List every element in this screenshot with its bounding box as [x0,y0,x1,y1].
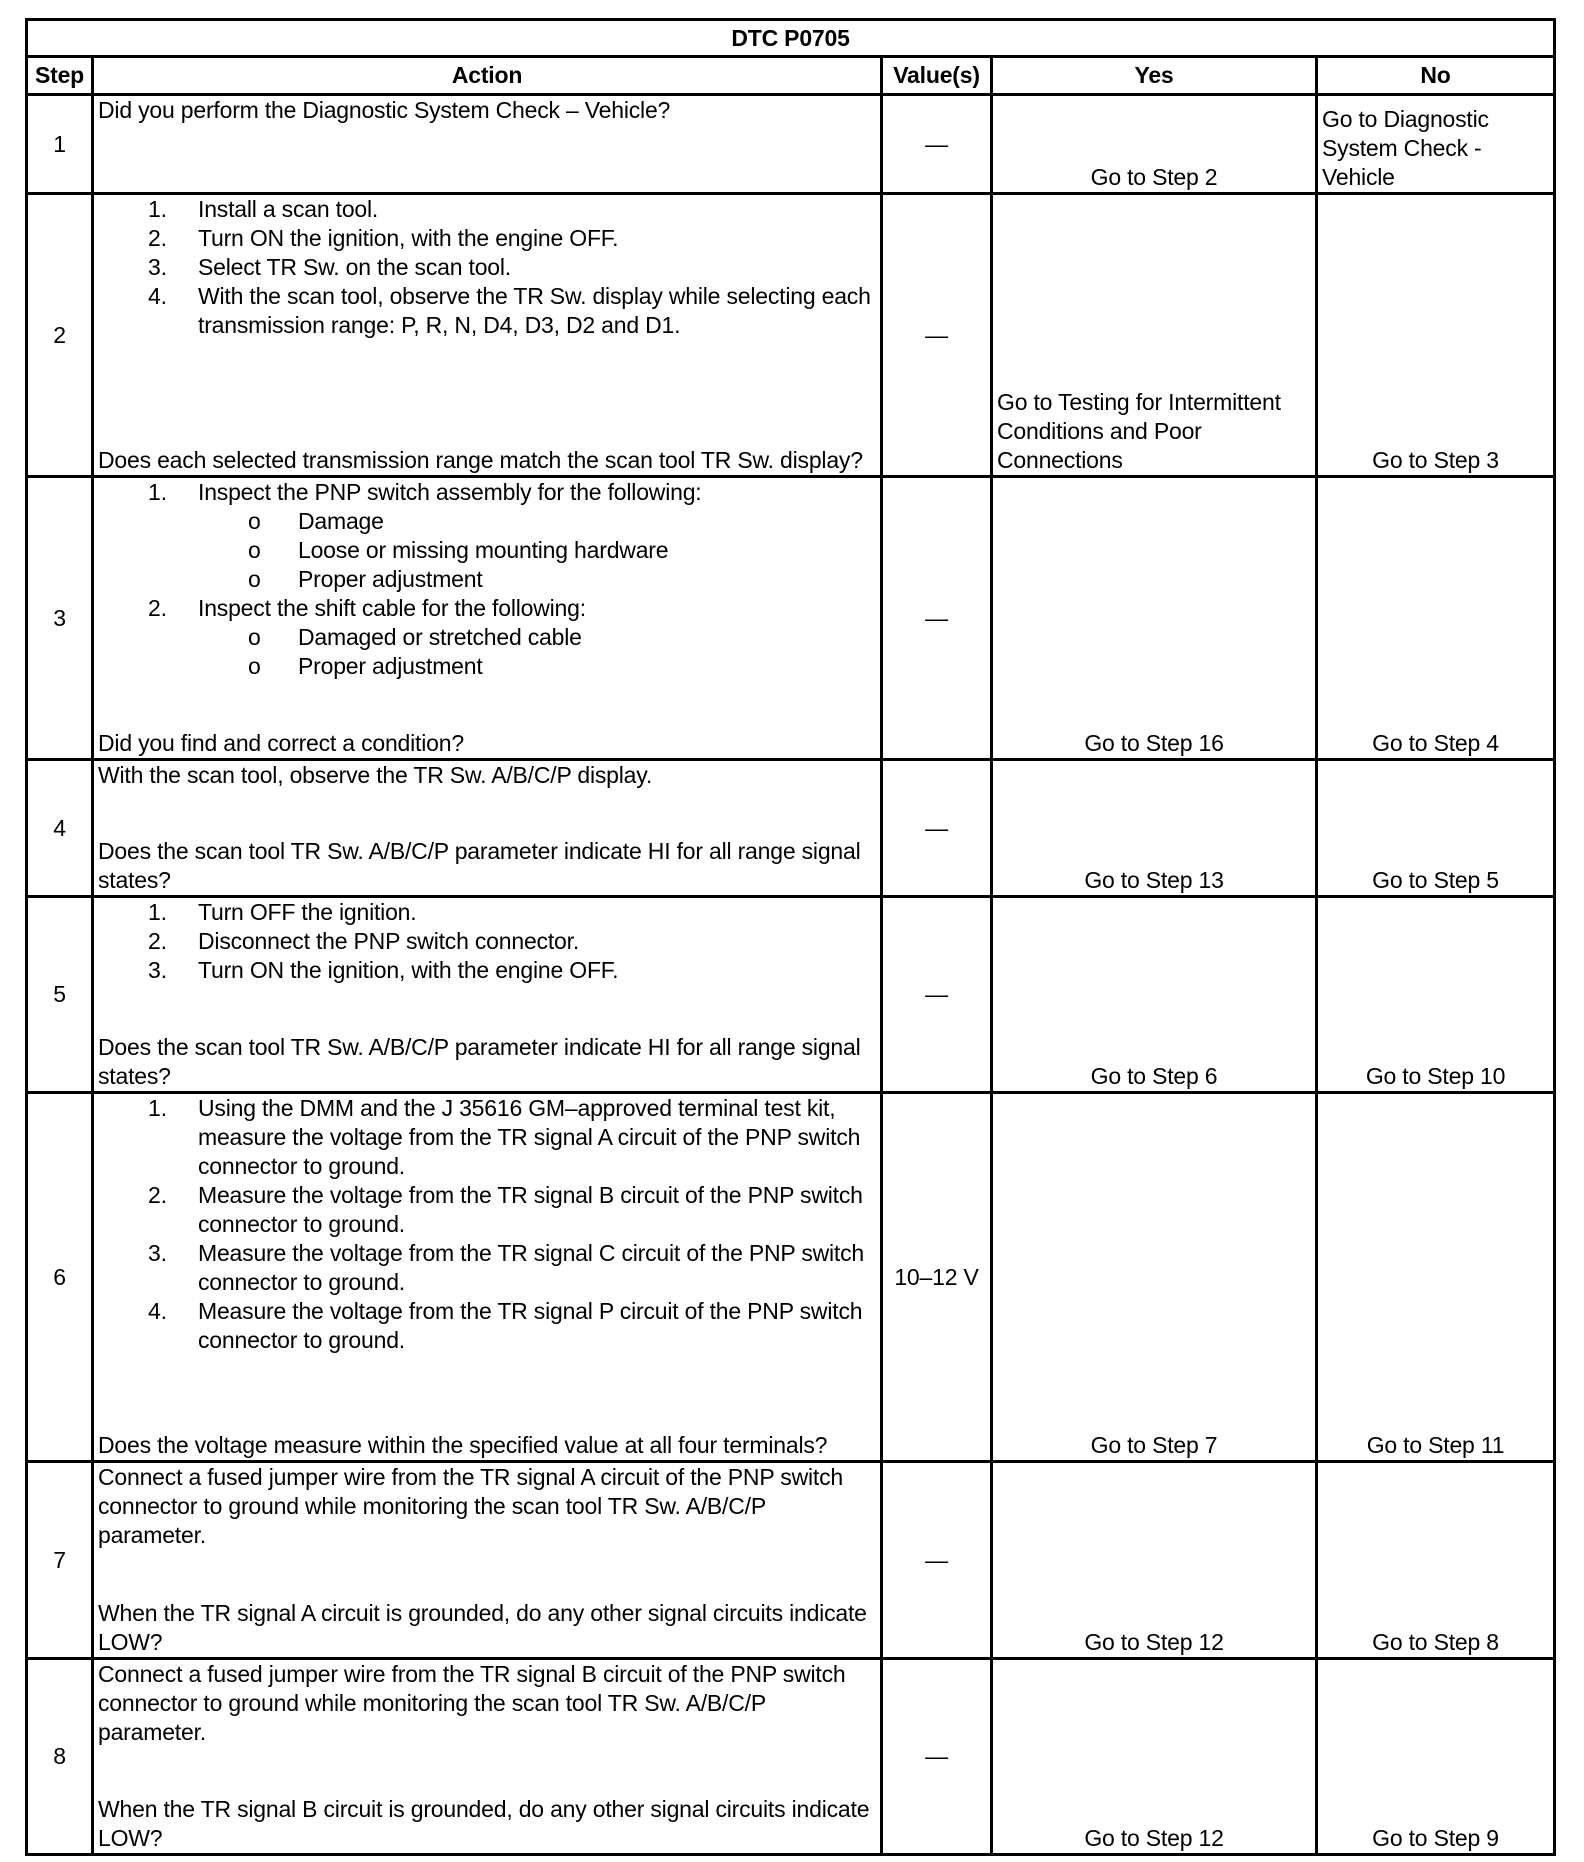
no-cell: Go to Step 5 [1317,760,1555,897]
yes-cell: Go to Step 7 [992,1093,1317,1462]
action-item: Measure the voltage from the TR signal P circuit of the PNP switch connector to ground. [198,1298,863,1353]
action-question: When the TR signal A circuit is grounded, do any other signal circuits indicate LOW? [98,1600,867,1655]
header-yes: Yes [992,57,1317,95]
sub-item: Damage [298,508,384,534]
action-item: Inspect the PNP switch assembly for the following: [198,479,702,505]
sub-item: Loose or missing mounting hardware [298,537,669,563]
header-values: Value(s) [882,57,992,95]
no-cell: Go to Step 10 [1317,897,1555,1093]
action-question: Did you find and correct a condition? [98,730,464,756]
value-cell: 10–12 V [882,1093,992,1462]
table-title: DTC P0705 [27,20,1555,57]
action-cell [93,1093,882,1462]
value-cell: — [882,1462,992,1659]
action-steps: 1. Turn OFF the ignition. 2. Disconnect the PNP switch connector. 3. Turn ON the ignition, with the engine OFF. [148,899,619,983]
action-cell [93,1462,882,1659]
action-steps: 1. Install a scan tool. 2. Turn ON the ignition, with the engine OFF. 3. Select TR Sw. on the scan tool. 4. With the scan tool, observe the TR Sw. display while selecting each transmission range: P, R, N, D4, D3, D2 and D1. [148,196,871,338]
action-item: Install a scan tool. [198,196,379,222]
value-cell: — [882,760,992,897]
no-cell: Go to Step 8 [1317,1462,1555,1659]
action-item: Turn OFF the ignition. [198,899,417,925]
table-row [27,477,1555,760]
action-item: Turn ON the ignition, with the engine OFF. [198,225,619,251]
table-row [27,760,1555,897]
action-text: Connect a fused jumper wire from the TR signal B circuit of the PNP switch connector to ground while monitoring the scan tool TR Sw. A/B/C/P parameter. [98,1661,846,1745]
action-steps: 1. Inspect the PNP switch assembly for the following: o Damage o Loose or missing mounting hardware o Proper adjustment 2. Inspect the shift cable for the following: o Damaged or stretched cable o Proper adjustment [148,479,702,679]
yes-cell: Go to Step 12 [992,1659,1317,1855]
sub-item: Proper adjustment [298,653,483,679]
value-cell: — [882,194,992,477]
action-question: When the TR signal B circuit is grounded, do any other signal circuits indicate LOW? [98,1796,870,1851]
no-cell: Go to Step 3 [1317,194,1555,477]
action-text: With the scan tool, observe the TR Sw. A/B/C/P display. [98,762,653,788]
diagnostic-table [25,18,1556,1856]
yes-cell: Go to Step 2 [992,95,1317,194]
table-row [27,897,1555,1093]
table-row [27,1093,1555,1462]
table-row [27,1462,1555,1659]
step-number: 5 [27,897,93,1093]
value-cell: — [882,95,992,194]
yes-cell: Go to Step 13 [992,760,1317,897]
step-number: 1 [27,95,93,194]
value-cell: — [882,1659,992,1855]
action-cell [93,897,882,1093]
table-row [27,194,1555,477]
yes-cell: Go to Testing for Intermittent Conditions and Poor Connections [992,194,1317,477]
no-cell: Go to Step 9 [1317,1659,1555,1855]
action-cell [93,477,882,760]
action-cell [93,1659,882,1855]
action-text: Did you perform the Diagnostic System Check – Vehicle? [98,97,671,123]
action-cell [93,95,882,194]
yes-cell: Go to Step 6 [992,897,1317,1093]
step-number: 7 [27,1462,93,1659]
value-cell: — [882,477,992,760]
value-cell: — [882,897,992,1093]
sub-item: Proper adjustment [298,566,483,592]
action-item: Measure the voltage from the TR signal B circuit of the PNP switch connector to ground. [198,1182,863,1237]
step-number: 8 [27,1659,93,1855]
step-number: 4 [27,760,93,897]
table-row [27,1659,1555,1855]
step-number: 3 [27,477,93,760]
action-steps: 1. Using the DMM and the J 35616 GM–approved terminal test kit, measure the voltage from the TR signal A circuit of the PNP switch connector to ground. 2. Measure the voltage from the TR signal B circuit of the PNP switch connector to ground. 3. Measure the voltage from the TR signal C circuit of the PNP switch connector to ground. 4. Measure the voltage from the TR signal P circuit of the PNP switch connector to ground. [148,1095,865,1353]
sub-item: Damaged or stretched cable [298,624,582,650]
header-action: Action [93,57,882,95]
action-item: With the scan tool, observe the TR Sw. display while selecting each transmission range: P, R, N, D4, D3, D2 and D1. [198,283,871,338]
action-question: Does each selected transmission range match the scan tool TR Sw. display? [98,447,863,473]
action-question: Does the voltage measure within the specified value at all four terminals? [98,1432,828,1458]
step-number: 2 [27,194,93,477]
action-item: Inspect the shift cable for the following: [198,595,586,621]
action-item: Select TR Sw. on the scan tool. [198,254,511,280]
header-no: No [1317,57,1555,95]
action-item: Turn ON the ignition, with the engine OFF. [198,957,619,983]
action-item: Disconnect the PNP switch connector. [198,928,580,954]
action-item: Measure the voltage from the TR signal C circuit of the PNP switch connector to ground. [198,1240,865,1295]
no-cell: Go to Diagnostic System Check - Vehicle [1317,95,1555,194]
action-item: Using the DMM and the J 35616 GM–approved terminal test kit, measure the voltage from the TR signal A circuit of the PNP switch connector to ground. [198,1095,861,1179]
table-row [27,95,1555,194]
action-text: Connect a fused jumper wire from the TR signal A circuit of the PNP switch connector to ground while monitoring the scan tool TR Sw. A/B/C/P parameter. [98,1464,843,1548]
step-number: 6 [27,1093,93,1462]
yes-cell: Go to Step 16 [992,477,1317,760]
header-step: Step [27,57,93,95]
action-cell [93,760,882,897]
no-cell: Go to Step 11 [1317,1093,1555,1462]
yes-cell: Go to Step 12 [992,1462,1317,1659]
no-cell: Go to Step 4 [1317,477,1555,760]
action-question: Does the scan tool TR Sw. A/B/C/P parameter indicate HI for all range signal states? [98,1034,861,1089]
action-cell [93,194,882,477]
action-question: Does the scan tool TR Sw. A/B/C/P parameter indicate HI for all range signal states? [98,838,861,893]
